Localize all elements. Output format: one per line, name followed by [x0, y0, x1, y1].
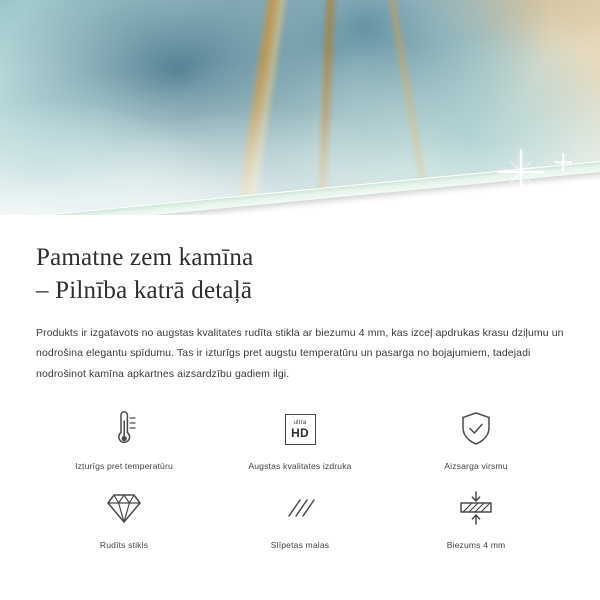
feature-item-temperature: [36, 406, 212, 471]
feature-label: Slīpetas malas: [270, 540, 330, 551]
feature-grid: [36, 406, 564, 550]
product-description: Produkts ir izgatavots no augstas kvalitates rudīta stikla ar biezumu 4 mm, kas izceļ apdrukas krasu dziļumu un nodrošina elegantu spīdumu. Tas ir izturīgs pret augstu temperatūru un pasarga no bojajumiem, tadejadi nodrošinot kamīna apkartnes aizsardzību gadiem ilgi.: [36, 327, 564, 380]
feature-item-tempered-glass: [36, 485, 212, 550]
glass-panel-photo: [0, 0, 600, 215]
ultra-hd-badge-icon: [285, 406, 316, 452]
ultra-hd-badge-top: ultra: [293, 418, 307, 426]
marble-print-surface: [0, 0, 600, 215]
page-title-line-2: – Pilnība katrā detaļā: [36, 277, 253, 304]
diamond-icon: [104, 485, 144, 531]
content-block: [0, 215, 600, 550]
ultra-hd-box: [285, 414, 316, 445]
thermometer-icon: [107, 406, 141, 452]
feature-label: Biezums 4 mm: [446, 540, 506, 551]
shield-check-icon: [458, 406, 494, 452]
feature-item-polished-edges: [212, 485, 388, 550]
hero-image: [0, 0, 600, 215]
page-title-line-1: Pamatne zem kamīna: [36, 244, 254, 271]
feature-item-print-quality: [212, 406, 388, 471]
ultra-hd-badge-main: HD: [291, 426, 309, 440]
feature-label: Rudīts stikls: [99, 540, 149, 551]
feature-item-surface-protection: [388, 406, 564, 471]
feature-label: Aizsarga virsmu: [444, 461, 508, 472]
feature-item-thickness: [388, 485, 564, 550]
thickness-arrows-icon: [455, 485, 497, 531]
feature-label: Izturīgs pret temperatūru: [75, 461, 173, 472]
feature-label: Augstas kvalitates izdruka: [248, 461, 352, 472]
page-title: [36, 241, 564, 307]
polished-edges-icon: [280, 485, 320, 531]
